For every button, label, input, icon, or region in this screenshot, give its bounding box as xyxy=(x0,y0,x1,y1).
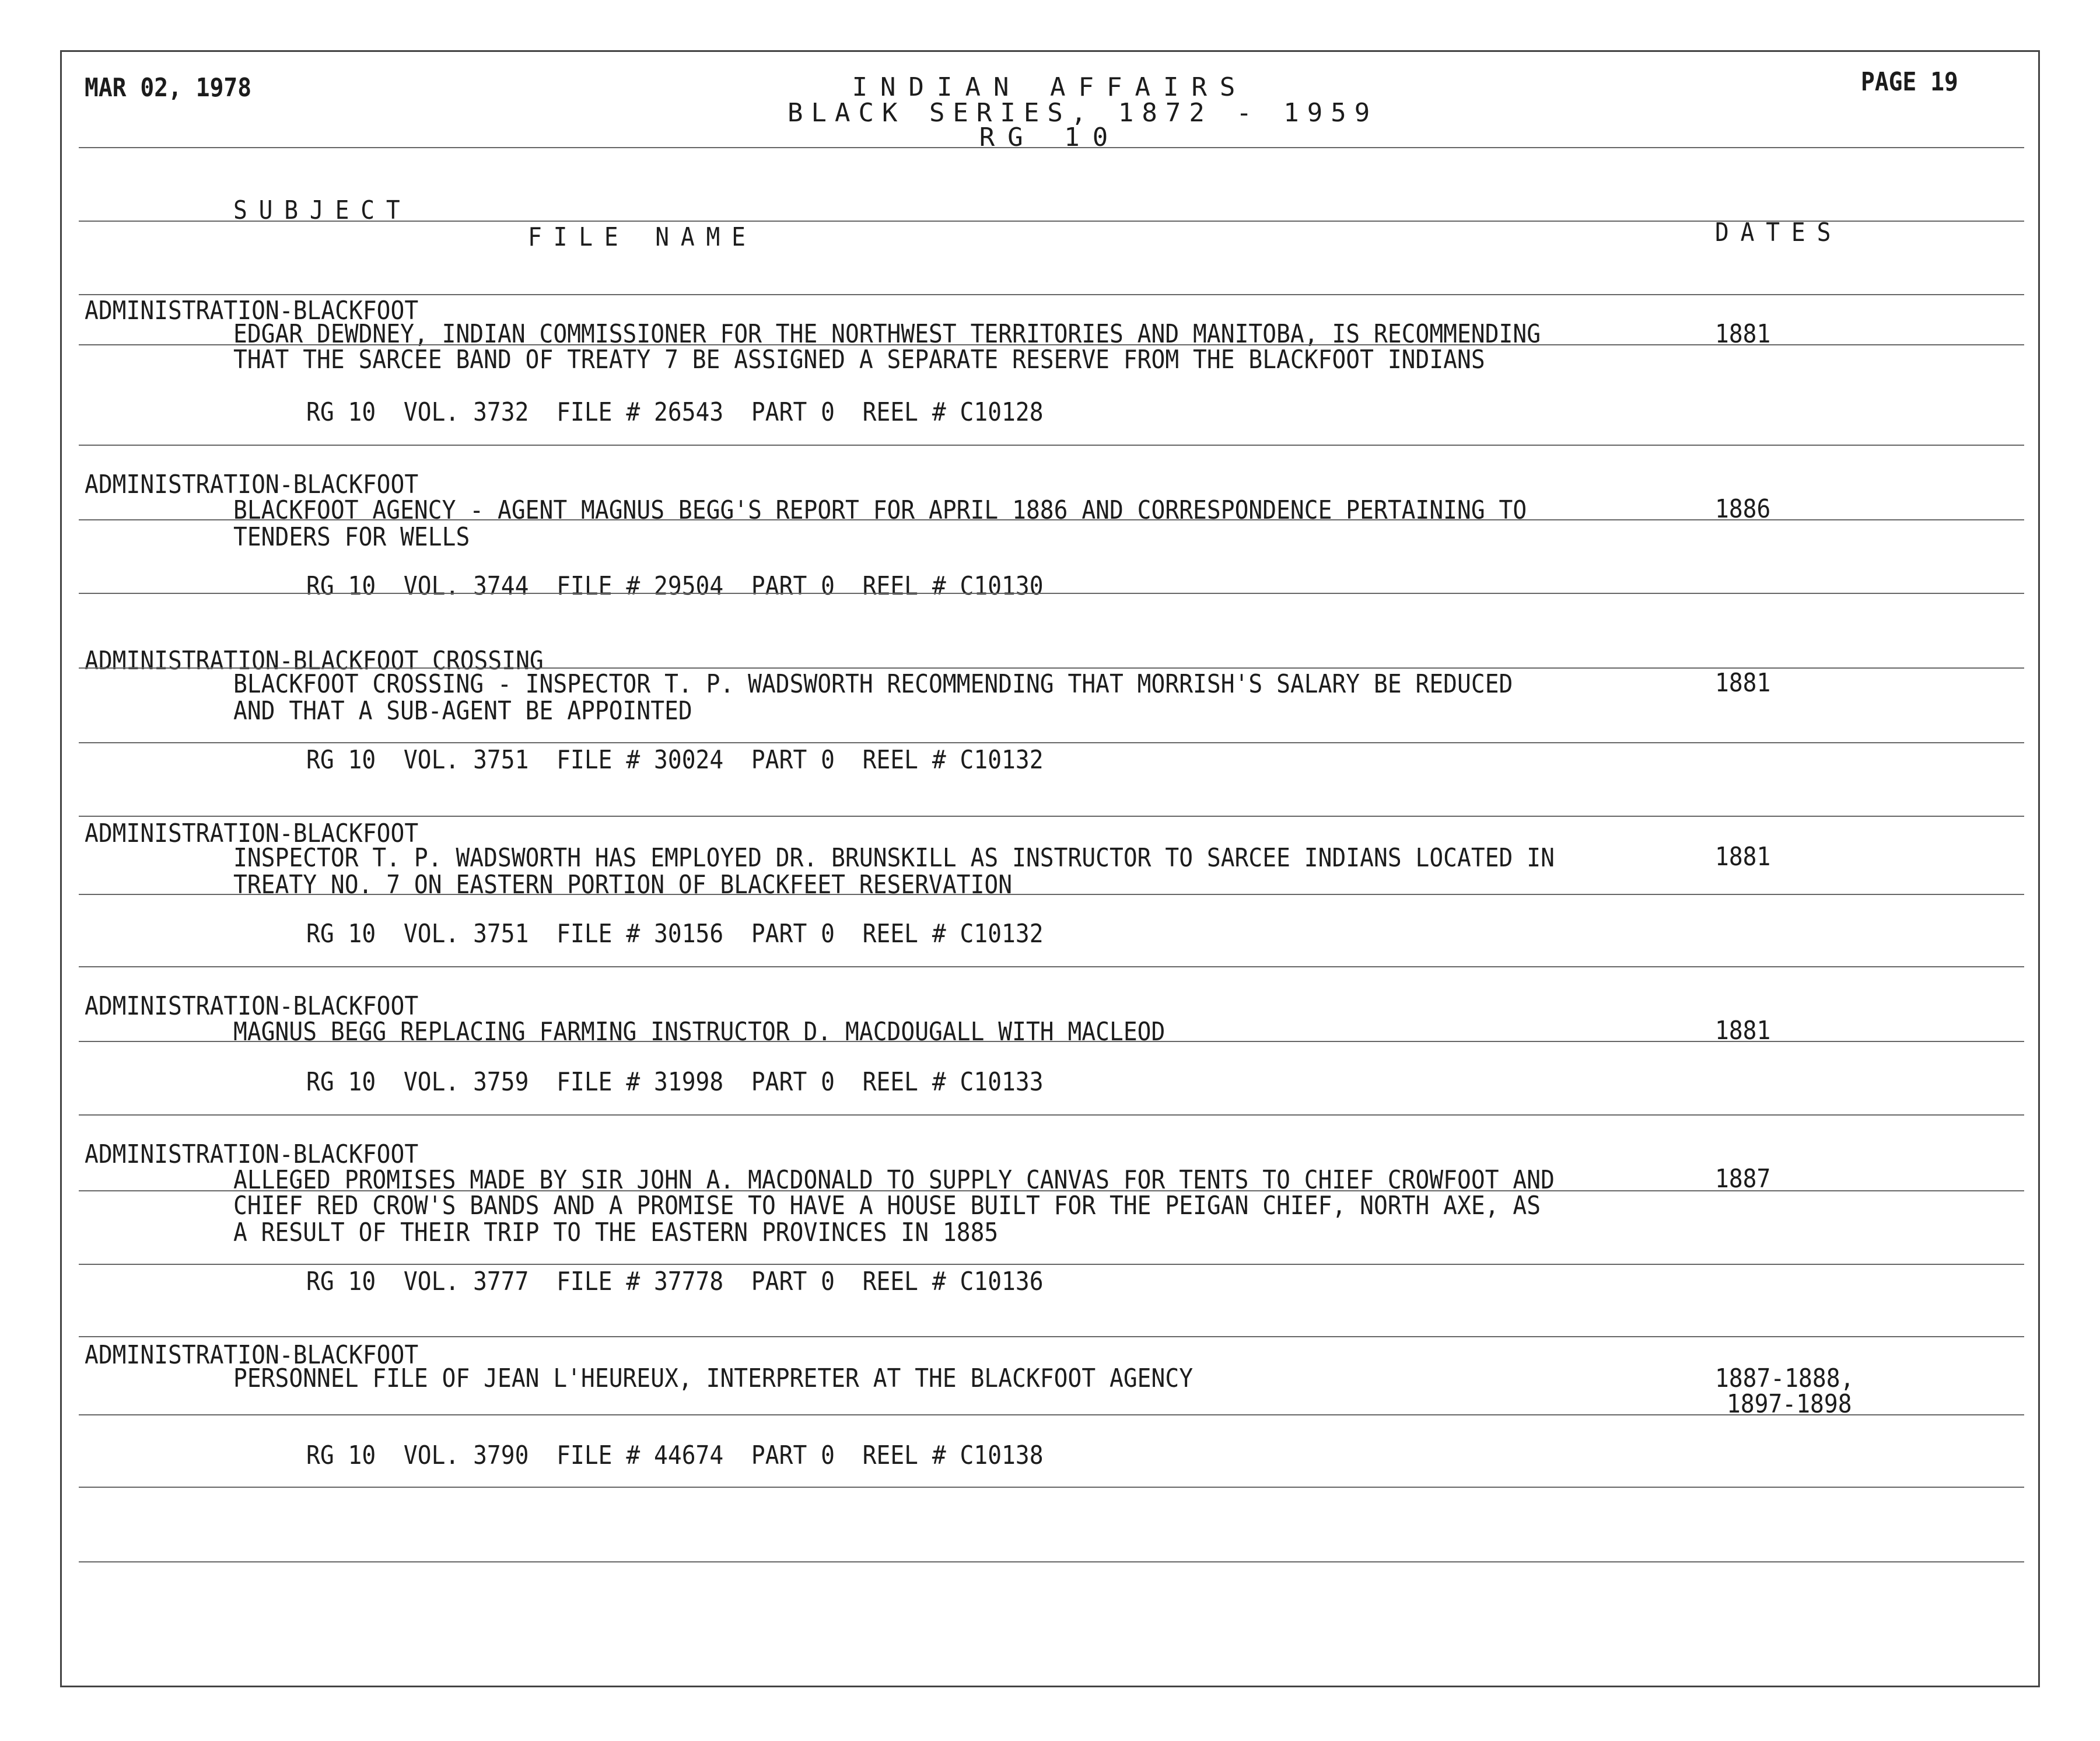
entry-reference: RG 10 VOL. 3777 FILE # 37778 PART 0 REEL # C10136 xyxy=(306,1267,1044,1296)
entry-subject: ADMINISTRATION-BLACKFOOT xyxy=(85,819,419,848)
column-file-name: FILE NAME xyxy=(528,222,757,252)
entry-date: 1887-1888, xyxy=(1715,1364,1854,1393)
entry-separator xyxy=(79,1264,2024,1265)
entry-separator xyxy=(79,816,2024,817)
entry-separator xyxy=(79,966,2024,967)
entry-separator xyxy=(79,445,2024,446)
report-title: INDIAN AFFAIRS xyxy=(852,72,1248,102)
entries-top-divider xyxy=(79,294,2024,295)
column-subject: SUBJECT xyxy=(233,195,412,225)
page-number: PAGE 19 xyxy=(1861,67,1958,97)
entry-date-continued: 1897-1898 xyxy=(1727,1389,1852,1419)
entry-reference: RG 10 VOL. 3759 FILE # 31998 PART 0 REEL # C10133 xyxy=(306,1067,1044,1097)
column-dates: DATES xyxy=(1715,218,1843,247)
entry-divider xyxy=(79,894,2024,895)
page-bottom-divider xyxy=(79,1561,2024,1562)
entry-description-line: BLACKFOOT AGENCY - AGENT MAGNUS BEGG'S REPORT FOR APRIL 1886 AND CORRESPONDENCE PERTAINING TO xyxy=(233,495,1527,525)
entry-description-line: BLACKFOOT CROSSING - INSPECTOR T. P. WADSWORTH RECOMMENDING THAT MORRISH'S SALARY BE REDUCED xyxy=(233,669,1513,699)
entry-subject: ADMINISTRATION-BLACKFOOT xyxy=(85,296,419,326)
entry-reference: RG 10 VOL. 3751 FILE # 30024 PART 0 REEL # C10132 xyxy=(306,745,1044,775)
entry-date: 1886 xyxy=(1715,494,1771,524)
entry-date: 1881 xyxy=(1715,1016,1771,1046)
entry-date: 1887 xyxy=(1715,1164,1771,1194)
entry-date: 1881 xyxy=(1715,842,1771,872)
entry-description-line: ALLEGED PROMISES MADE BY SIR JOHN A. MACDONALD TO SUPPLY CANVAS FOR TENTS TO CHIEF CROWFOOT AND xyxy=(233,1165,1555,1195)
entry-description-line: MAGNUS BEGG REPLACING FARMING INSTRUCTOR D. MACDOUGALL WITH MACLEOD xyxy=(233,1017,1166,1047)
entry-separator xyxy=(79,1114,2024,1116)
entry-date: 1881 xyxy=(1715,319,1771,349)
entry-separator xyxy=(79,742,2024,743)
report-record-group: RG 10 xyxy=(979,123,1121,152)
entry-description-line: TENDERS FOR WELLS xyxy=(233,522,470,552)
entry-subject: ADMINISTRATION-BLACKFOOT xyxy=(85,470,419,499)
entry-separator xyxy=(79,1336,2024,1337)
entry-reference: RG 10 VOL. 3732 FILE # 26543 PART 0 REEL # C10128 xyxy=(306,397,1044,427)
entry-subject: ADMINISTRATION-BLACKFOOT xyxy=(85,1340,419,1370)
entry-reference: RG 10 VOL. 3744 FILE # 29504 PART 0 REEL # C10130 xyxy=(306,571,1044,601)
entry-description-line: A RESULT OF THEIR TRIP TO THE EASTERN PROVINCES IN 1885 xyxy=(233,1218,999,1247)
entry-description-line: EDGAR DEWDNEY, INDIAN COMMISSIONER FOR THE NORTHWEST TERRITORIES AND MANITOBA, IS RECOMMENDING xyxy=(233,319,1541,349)
report-date: MAR 02, 1978 xyxy=(85,73,252,103)
entry-subject: ADMINISTRATION-BLACKFOOT xyxy=(85,1139,419,1169)
entry-description-line: TREATY NO. 7 ON EASTERN PORTION OF BLACKFEET RESERVATION xyxy=(233,870,1013,900)
entry-description-line: THAT THE SARCEE BAND OF TREATY 7 BE ASSIGNED A SEPARATE RESERVE FROM THE BLACKFOOT INDIANS xyxy=(233,345,1485,375)
entry-divider xyxy=(79,519,2024,520)
entry-divider xyxy=(79,1041,2024,1042)
entry-separator xyxy=(79,1487,2024,1488)
entry-separator xyxy=(79,593,2024,594)
entry-reference: RG 10 VOL. 3751 FILE # 30156 PART 0 REEL # C10132 xyxy=(306,919,1044,949)
entry-description-line: PERSONNEL FILE OF JEAN L'HEUREUX, INTERPRETER AT THE BLACKFOOT AGENCY xyxy=(233,1364,1194,1393)
entry-date: 1881 xyxy=(1715,668,1771,698)
header-divider xyxy=(79,147,2024,148)
report-series: BLACK SERIES, 1872 - 1959 xyxy=(788,98,1378,128)
entry-description-line: INSPECTOR T. P. WADSWORTH HAS EMPLOYED DR. BRUNSKILL AS INSTRUCTOR TO SARCEE INDIANS LOCATED IN xyxy=(233,843,1555,873)
entry-reference: RG 10 VOL. 3790 FILE # 44674 PART 0 REEL # C10138 xyxy=(306,1441,1044,1470)
entry-subject: ADMINISTRATION-BLACKFOOT CROSSING xyxy=(85,646,544,676)
entry-description-line: AND THAT A SUB-AGENT BE APPOINTED xyxy=(233,696,692,726)
entry-description-line: CHIEF RED CROW'S BANDS AND A PROMISE TO HAVE A HOUSE BUILT FOR THE PEIGAN CHIEF, NORTH AXE, AS xyxy=(233,1191,1541,1221)
entry-subject: ADMINISTRATION-BLACKFOOT xyxy=(85,991,419,1021)
